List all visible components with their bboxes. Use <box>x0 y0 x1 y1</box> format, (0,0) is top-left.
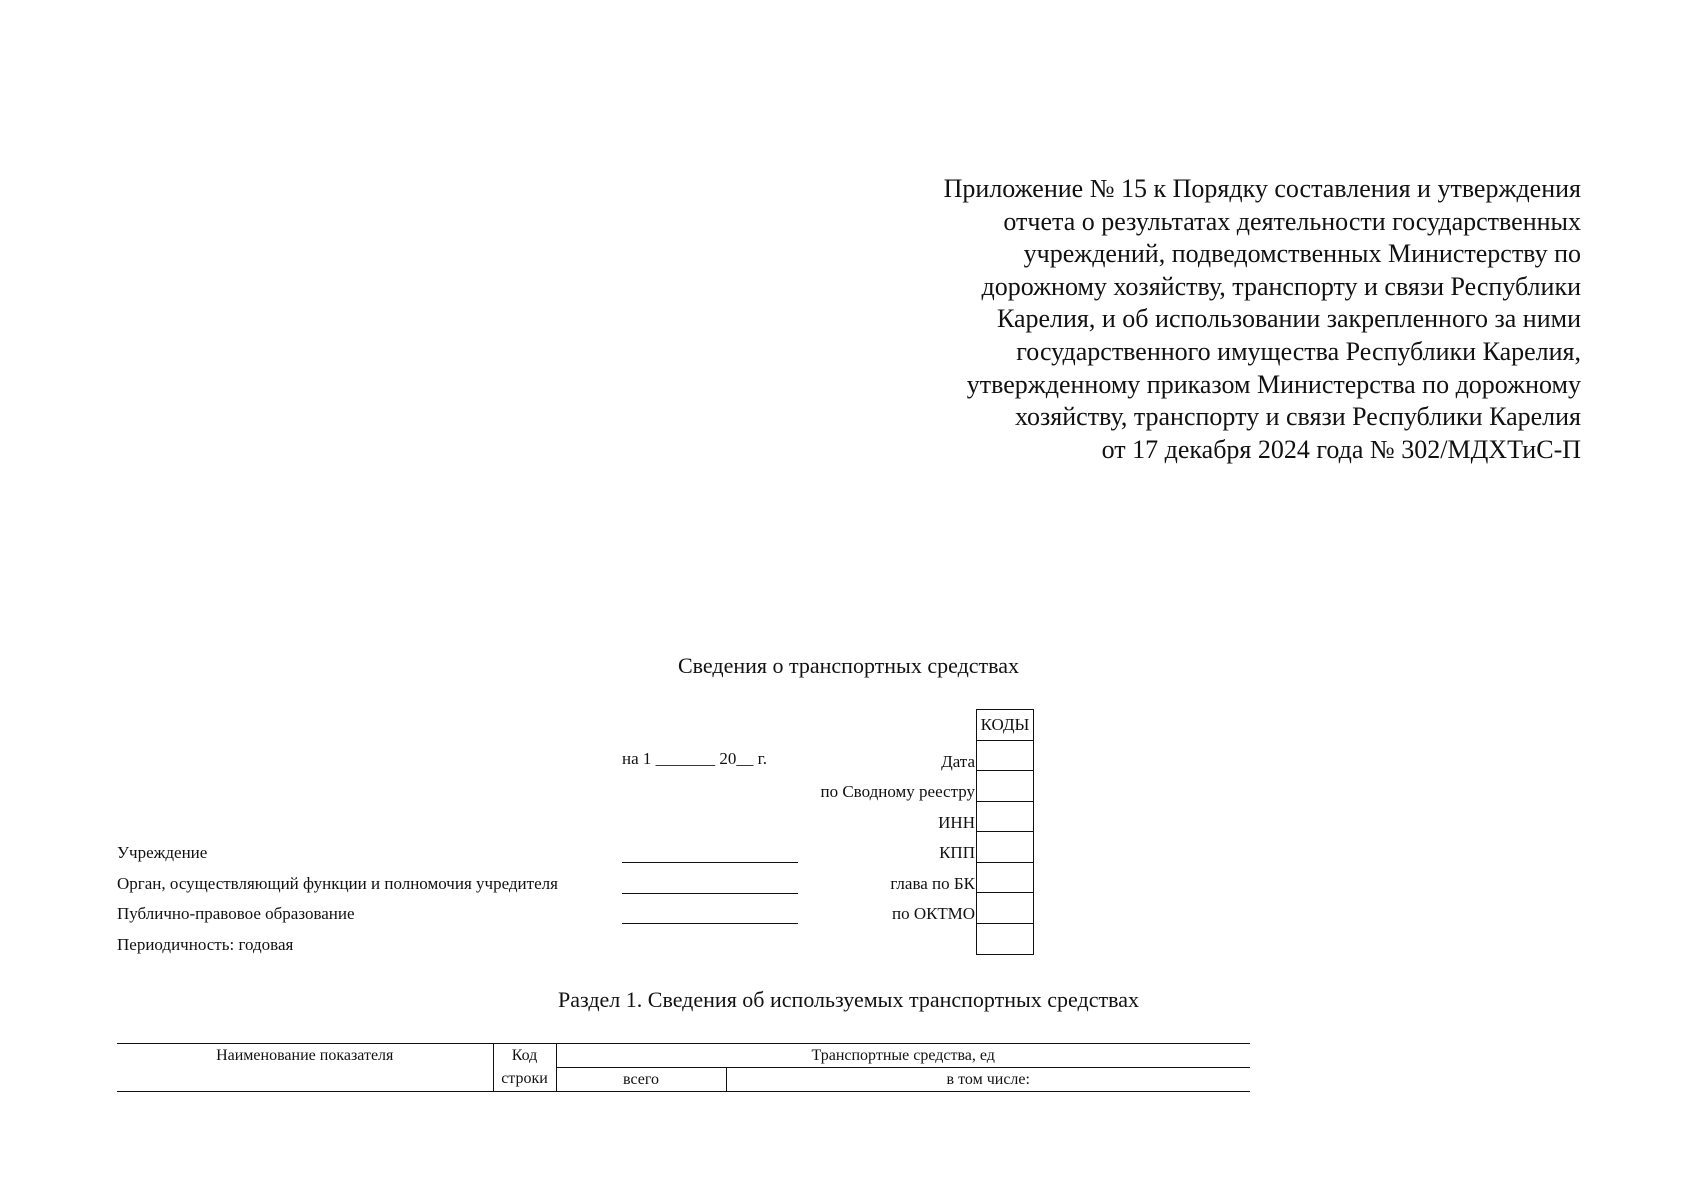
code-cell-extra[interactable] <box>977 924 1033 955</box>
appendix-line: Приложение № 15 к Порядку составления и утверждения <box>943 174 1581 203</box>
code-label-bk: глава по БК <box>890 874 975 893</box>
code-label-date: Дата <box>941 752 975 771</box>
code-label-oktmo: по ОКТМО <box>891 904 975 923</box>
form-title: Сведения о транспортных средствах <box>677 653 1020 678</box>
code-cell-inn[interactable] <box>977 802 1033 833</box>
codes-header: КОДЫ <box>977 710 1033 741</box>
appendix-line: утвержденному приказом Министерства по дорожному <box>966 369 1581 399</box>
header-code-top: Код <box>493 1044 556 1068</box>
codes-box <box>976 709 1034 955</box>
header-indicator-bottom <box>117 1068 493 1092</box>
field-label-municipality: Публично-правовое образование <box>117 904 355 923</box>
appendix-line: отчета о результатах деятельности государственных <box>1003 206 1581 236</box>
code-cell-registry[interactable] <box>977 771 1033 802</box>
vehicles-table <box>117 1043 1250 1092</box>
appendix-line: учреждений, подведомственных Министерству по <box>1023 239 1581 269</box>
header-code-bottom: строки <box>493 1068 556 1092</box>
founder-input-line[interactable] <box>622 893 798 894</box>
code-cell-date[interactable] <box>977 741 1033 772</box>
section-title: Раздел 1. Сведения об используемых транспортных средствах <box>558 987 1139 1012</box>
appendix-line: государственного имущества Республики Карелия, <box>1016 336 1581 366</box>
code-cell-kpp[interactable] <box>977 832 1033 863</box>
header-vehicles: Транспортные средства, ед <box>556 1044 1250 1068</box>
header-including: в том числе: <box>726 1068 1250 1092</box>
appendix-line: от 17 декабря 2024 года № 302/МДХТиС-П <box>1101 434 1581 464</box>
municipality-input-line[interactable] <box>622 923 798 924</box>
appendix-line: дорожному хозяйству, транспорту и связи Республики <box>981 271 1581 301</box>
appendix-line: Карелия, и об использовании закрепленного за ними <box>996 304 1581 334</box>
appendix-line: хозяйству, транспорту и связи Республики Карелия <box>1015 402 1581 432</box>
institution-input-line[interactable] <box>622 862 798 863</box>
code-label-inn: ИНН <box>938 813 975 832</box>
field-label-periodicity: Периодичность: годовая <box>117 935 294 954</box>
appendix-header <box>841 173 1581 466</box>
field-label-institution: Учреждение <box>117 843 208 862</box>
header-total: всего <box>556 1068 726 1092</box>
code-cell-bk[interactable] <box>977 863 1033 894</box>
code-label-kpp: КПП <box>939 843 975 862</box>
field-label-founder: Орган, осуществляющий функции и полномочия учредителя <box>117 874 558 893</box>
header-indicator: Наименование показателя <box>117 1044 493 1068</box>
report-date-line: на 1 _______ 20__ г. <box>622 749 767 768</box>
code-cell-oktmo[interactable] <box>977 893 1033 924</box>
code-label-registry: по Сводному реестру <box>820 782 975 801</box>
